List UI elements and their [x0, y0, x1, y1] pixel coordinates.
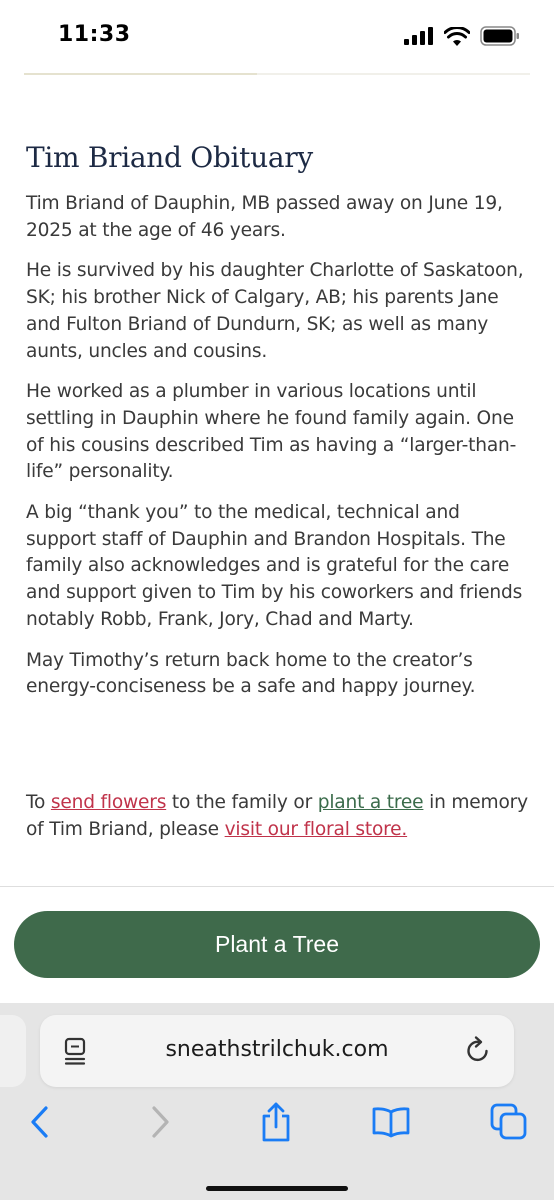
plant-a-tree-button-label: Plant a Tree	[214, 931, 340, 957]
cellular-signal-icon	[404, 27, 434, 45]
previous-tab-preview[interactable]	[0, 1015, 26, 1087]
tabs-icon	[490, 1103, 528, 1141]
plant-a-tree-link[interactable]: plant a tree	[317, 792, 424, 813]
forward-button[interactable]	[137, 1099, 183, 1145]
page-title: Tim Briand Obituary	[26, 141, 313, 174]
home-indicator	[206, 1186, 348, 1191]
plant-a-tree-button[interactable]	[14, 911, 540, 978]
share-button[interactable]	[253, 1099, 299, 1145]
wifi-icon	[444, 27, 470, 46]
back-button[interactable]	[17, 1099, 63, 1145]
obituary-paragraph: Tim Briand of Dauphin, MB passed away on June 19, 2025 at the age of 46 years.	[26, 193, 503, 241]
obituary-article	[26, 138, 532, 715]
obituary-paragraph: He is survived by his daughter Charlotte of Saskatoon, SK; his brother Nick of Calgary, AB; his parents Jane and Fulton Briand of Dundurn, SK; as well as many aunts, uncles and cousins.	[26, 260, 524, 362]
browser-toolbar	[0, 1003, 554, 1200]
visit-floral-store-link[interactable]: visit our floral store.	[224, 818, 408, 840]
send-flowers-link[interactable]: send flowers	[50, 792, 167, 813]
share-icon	[259, 1102, 293, 1142]
address-bar[interactable]	[40, 1015, 514, 1087]
obituary-paragraph: He worked as a plumber in various locations until settling in Dauphin where he found family again. One of his cousins described Tim as having a “larger-than-life” personality.	[26, 381, 517, 483]
divider	[0, 886, 554, 887]
url-text: sneathstrilchuk.com	[165, 1037, 389, 1062]
browser-nav-row	[0, 1099, 554, 1145]
cta-text: To	[26, 792, 51, 813]
cta-text: to the family or	[166, 792, 318, 813]
tabs-button[interactable]	[486, 1099, 532, 1145]
cta-text: in memory of Tim Briand, please	[26, 792, 528, 840]
status-time: 11:33	[58, 22, 131, 47]
status-icons	[404, 26, 520, 46]
bookmarks-icon	[371, 1106, 411, 1138]
status-bar	[0, 0, 554, 74]
obituary-paragraph: A big “thank you” to the medical, technical and support staff of Dauphin and Brandon Hospitals. The family also acknowledges and is grateful for the care and support given to Tim by his coworkers and friends notably Robb, Frank, Jory, Chad and Marty.	[26, 502, 523, 630]
floral-cta-text	[26, 790, 532, 843]
back-icon	[30, 1106, 50, 1138]
forward-icon	[150, 1106, 170, 1138]
obituary-paragraph: May Timothy’s return back home to the creator’s energy-conciseness be a safe and happy journey.	[26, 649, 476, 698]
page-load-progress	[24, 73, 530, 75]
bookmarks-button[interactable]	[368, 1099, 414, 1145]
page-load-progress-fill	[24, 73, 257, 75]
battery-icon	[480, 26, 520, 46]
reload-icon[interactable]	[466, 1035, 492, 1063]
